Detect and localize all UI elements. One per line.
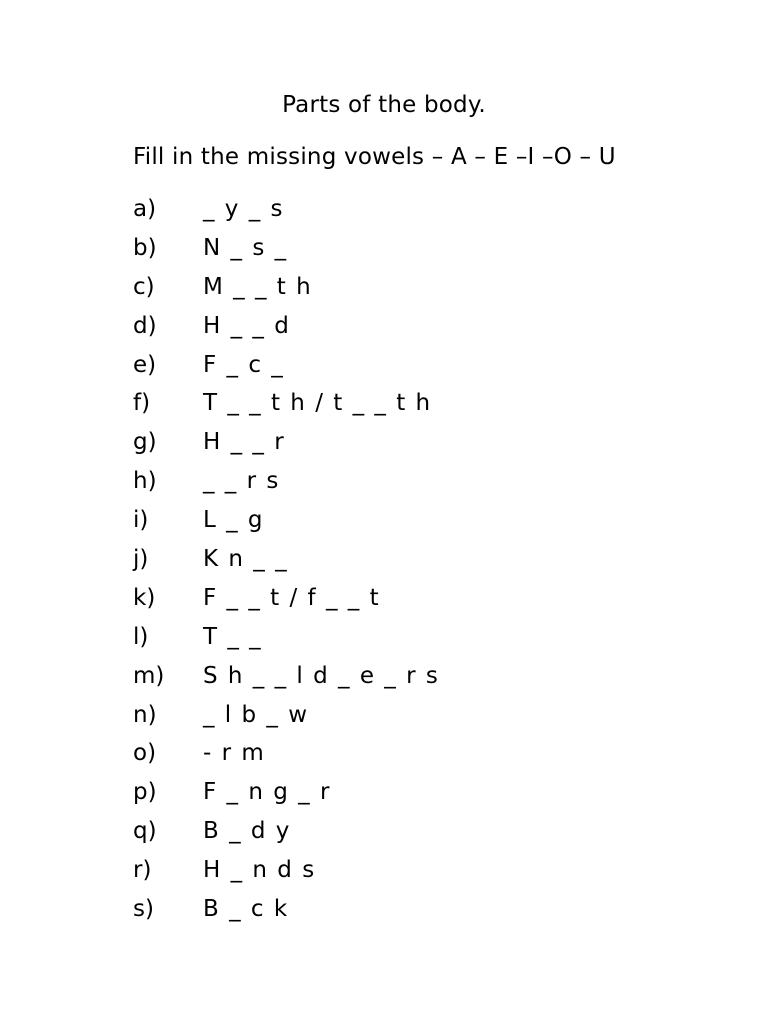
item-label: r) — [133, 857, 152, 884]
item-label: m) — [133, 662, 165, 689]
item-label: k) — [133, 584, 156, 611]
item-word: B _ c k — [203, 896, 289, 923]
item-word: H _ _ d — [203, 312, 291, 339]
item-word: F _ c _ — [203, 351, 285, 378]
item-label: e) — [133, 351, 157, 378]
item-label: h) — [133, 468, 157, 495]
item-word: - r m — [203, 740, 266, 767]
item-label: g) — [133, 429, 157, 456]
item-word: T _ _ — [203, 623, 263, 650]
item-label: c) — [133, 273, 155, 300]
item-label: a) — [133, 196, 157, 222]
item-word: M _ _ t h — [203, 273, 313, 300]
item-label: d) — [133, 312, 157, 339]
item-label: f) — [133, 390, 151, 417]
instructions-text: Fill in the missing vowels – A – E –I –O – U — [133, 144, 616, 170]
item-word: _ l b _ w — [203, 701, 309, 728]
item-label: p) — [133, 779, 157, 806]
item-word: S h _ _ l d _ e _ r s — [203, 662, 440, 689]
item-label: j) — [133, 546, 149, 573]
item-label: q) — [133, 818, 157, 845]
item-label: o) — [133, 740, 157, 767]
item-word: _ y _ s — [203, 196, 285, 222]
item-word: N _ s _ — [203, 234, 288, 261]
item-label: l) — [133, 623, 149, 650]
item-label: b) — [133, 234, 157, 261]
item-label: i) — [133, 507, 149, 534]
item-word: T _ _ t h / t _ _ t h — [203, 390, 432, 417]
item-label: s) — [133, 896, 154, 923]
item-word: B _ d y — [203, 818, 291, 845]
item-word: H _ n d s — [203, 857, 316, 884]
item-label: n) — [133, 701, 157, 728]
item-word: F _ n g _ r — [203, 779, 331, 806]
item-word: F _ _ t / f _ _ t — [203, 584, 381, 611]
item-word: _ _ r s — [203, 468, 280, 495]
item-word: H _ _ r — [203, 429, 286, 456]
item-word: K n _ _ — [203, 546, 289, 573]
worksheet-title: Parts of the body. — [282, 92, 486, 118]
item-word: L _ g — [203, 507, 265, 534]
